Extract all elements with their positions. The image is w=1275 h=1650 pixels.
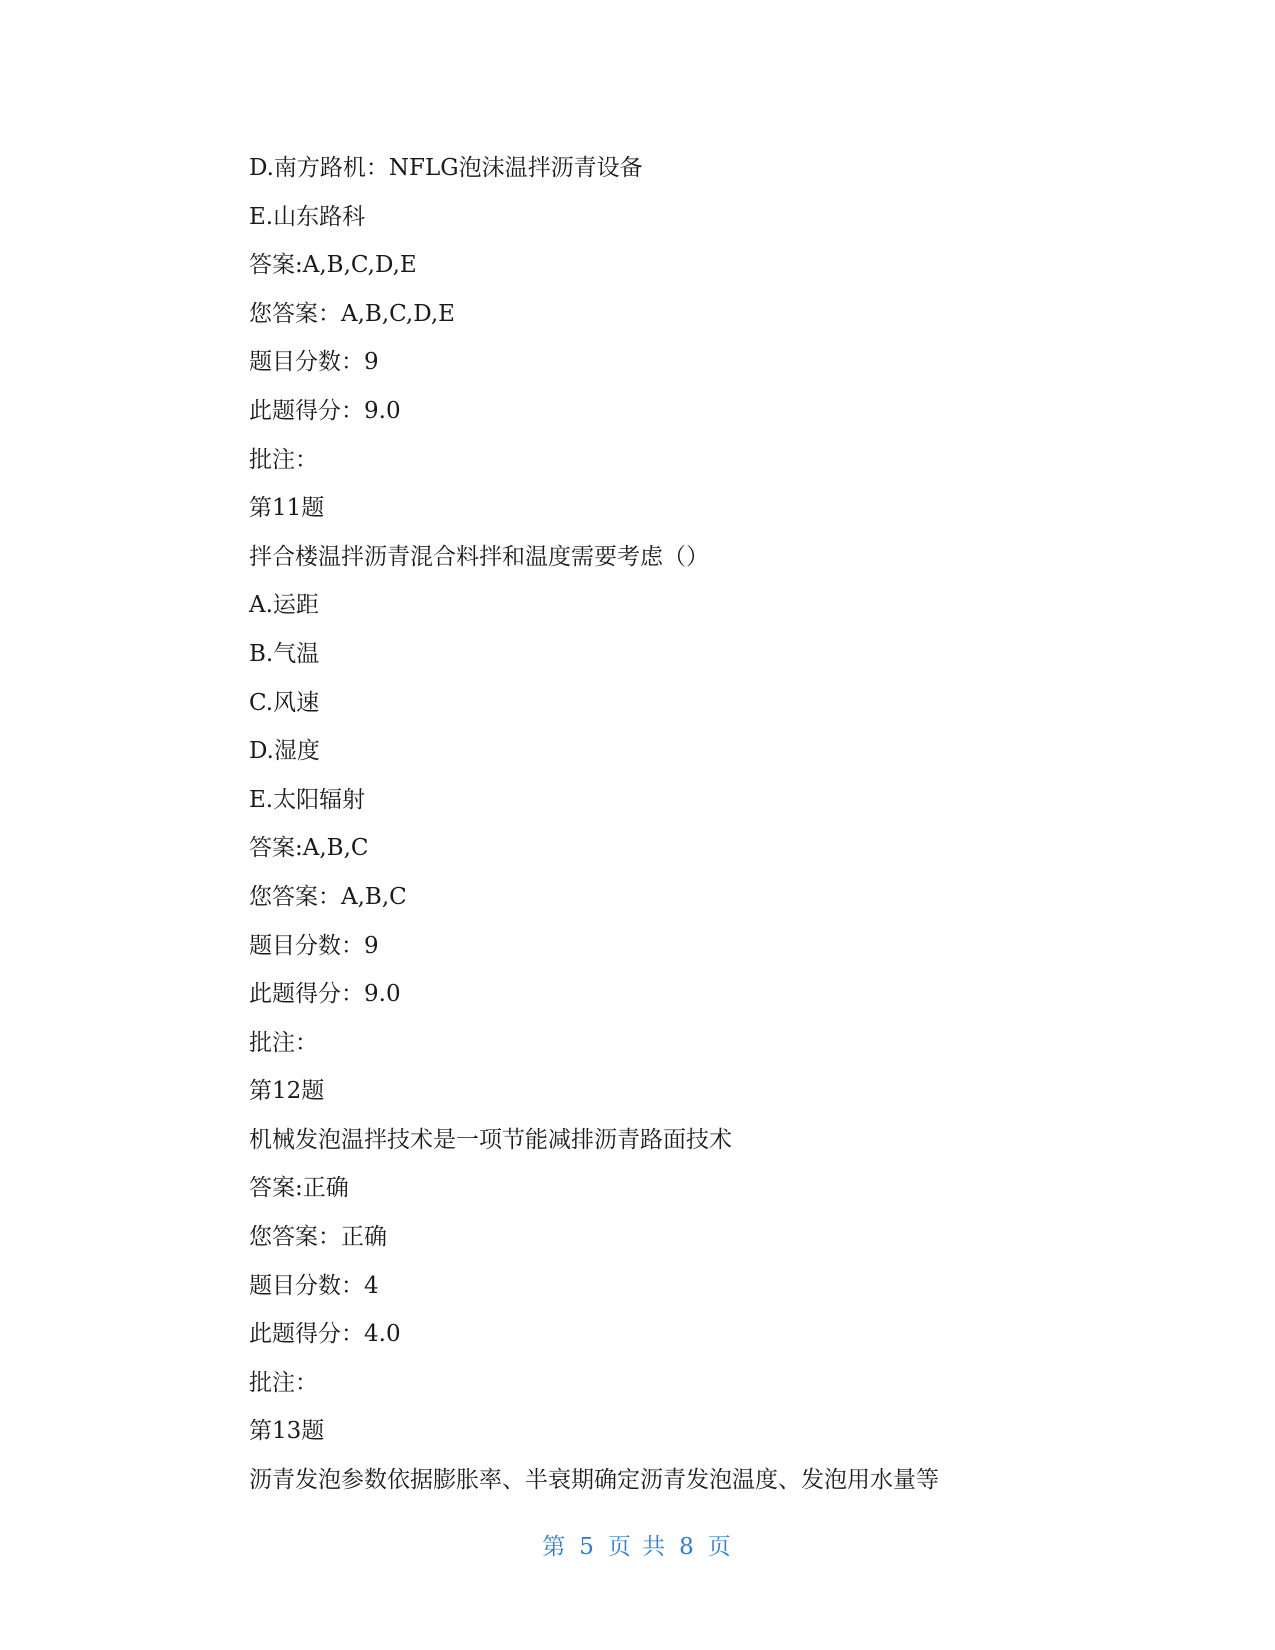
- question-text: 机械发泡温拌技术是一项节能减排沥青路面技术: [249, 1126, 732, 1153]
- option-a: A.运距: [249, 592, 319, 619]
- total-pages-number: 8: [679, 1534, 696, 1560]
- question-number: 第12题: [249, 1078, 325, 1105]
- option-c: C.风速: [249, 689, 320, 716]
- question-text: 拌合楼温拌沥青混合料拌和温度需要考虑（）: [249, 543, 709, 570]
- option-d: D.湿度: [249, 738, 320, 765]
- question-score: 此题得分：4.0: [249, 1321, 401, 1348]
- question-number: 第13题: [249, 1418, 325, 1445]
- question-points: 题目分数：9: [249, 932, 379, 959]
- comment-label: 批注：: [249, 446, 318, 473]
- option-e: E.山东路科: [249, 203, 366, 230]
- your-answer: 您答案：正确: [249, 1224, 387, 1251]
- correct-answer: 答案:A,B,C: [249, 835, 369, 862]
- page-footer: [0, 1528, 1275, 1561]
- footer-suffix: 页: [707, 1534, 733, 1560]
- option-e: E.太阳辐射: [249, 786, 366, 813]
- question-points: 题目分数：9: [249, 349, 379, 376]
- question-score: 此题得分：9.0: [249, 981, 401, 1008]
- option-d: D.南方路机：NFLG泡沫温拌沥青设备: [249, 155, 643, 181]
- your-answer: 您答案：A,B,C: [249, 883, 407, 910]
- current-page-number: 5: [579, 1534, 596, 1560]
- question-points: 题目分数：4: [249, 1272, 379, 1299]
- comment-label: 批注：: [249, 1369, 318, 1396]
- correct-answer: 答案:正确: [249, 1175, 349, 1202]
- footer-middle: 页 共: [607, 1534, 668, 1560]
- document-body: [249, 144, 1049, 1505]
- question-number: 第11题: [249, 495, 325, 522]
- footer-prefix: 第: [542, 1534, 568, 1560]
- comment-label: 批注：: [249, 1029, 318, 1056]
- correct-answer: 答案:A,B,C,D,E: [249, 252, 417, 279]
- question-score: 此题得分：9.0: [249, 397, 401, 424]
- option-b: B.气温: [249, 640, 320, 667]
- question-text: 沥青发泡参数依据膨胀率、半衰期确定沥青发泡温度、发泡用水量等: [249, 1467, 939, 1494]
- your-answer: 您答案：A,B,C,D,E: [249, 300, 455, 327]
